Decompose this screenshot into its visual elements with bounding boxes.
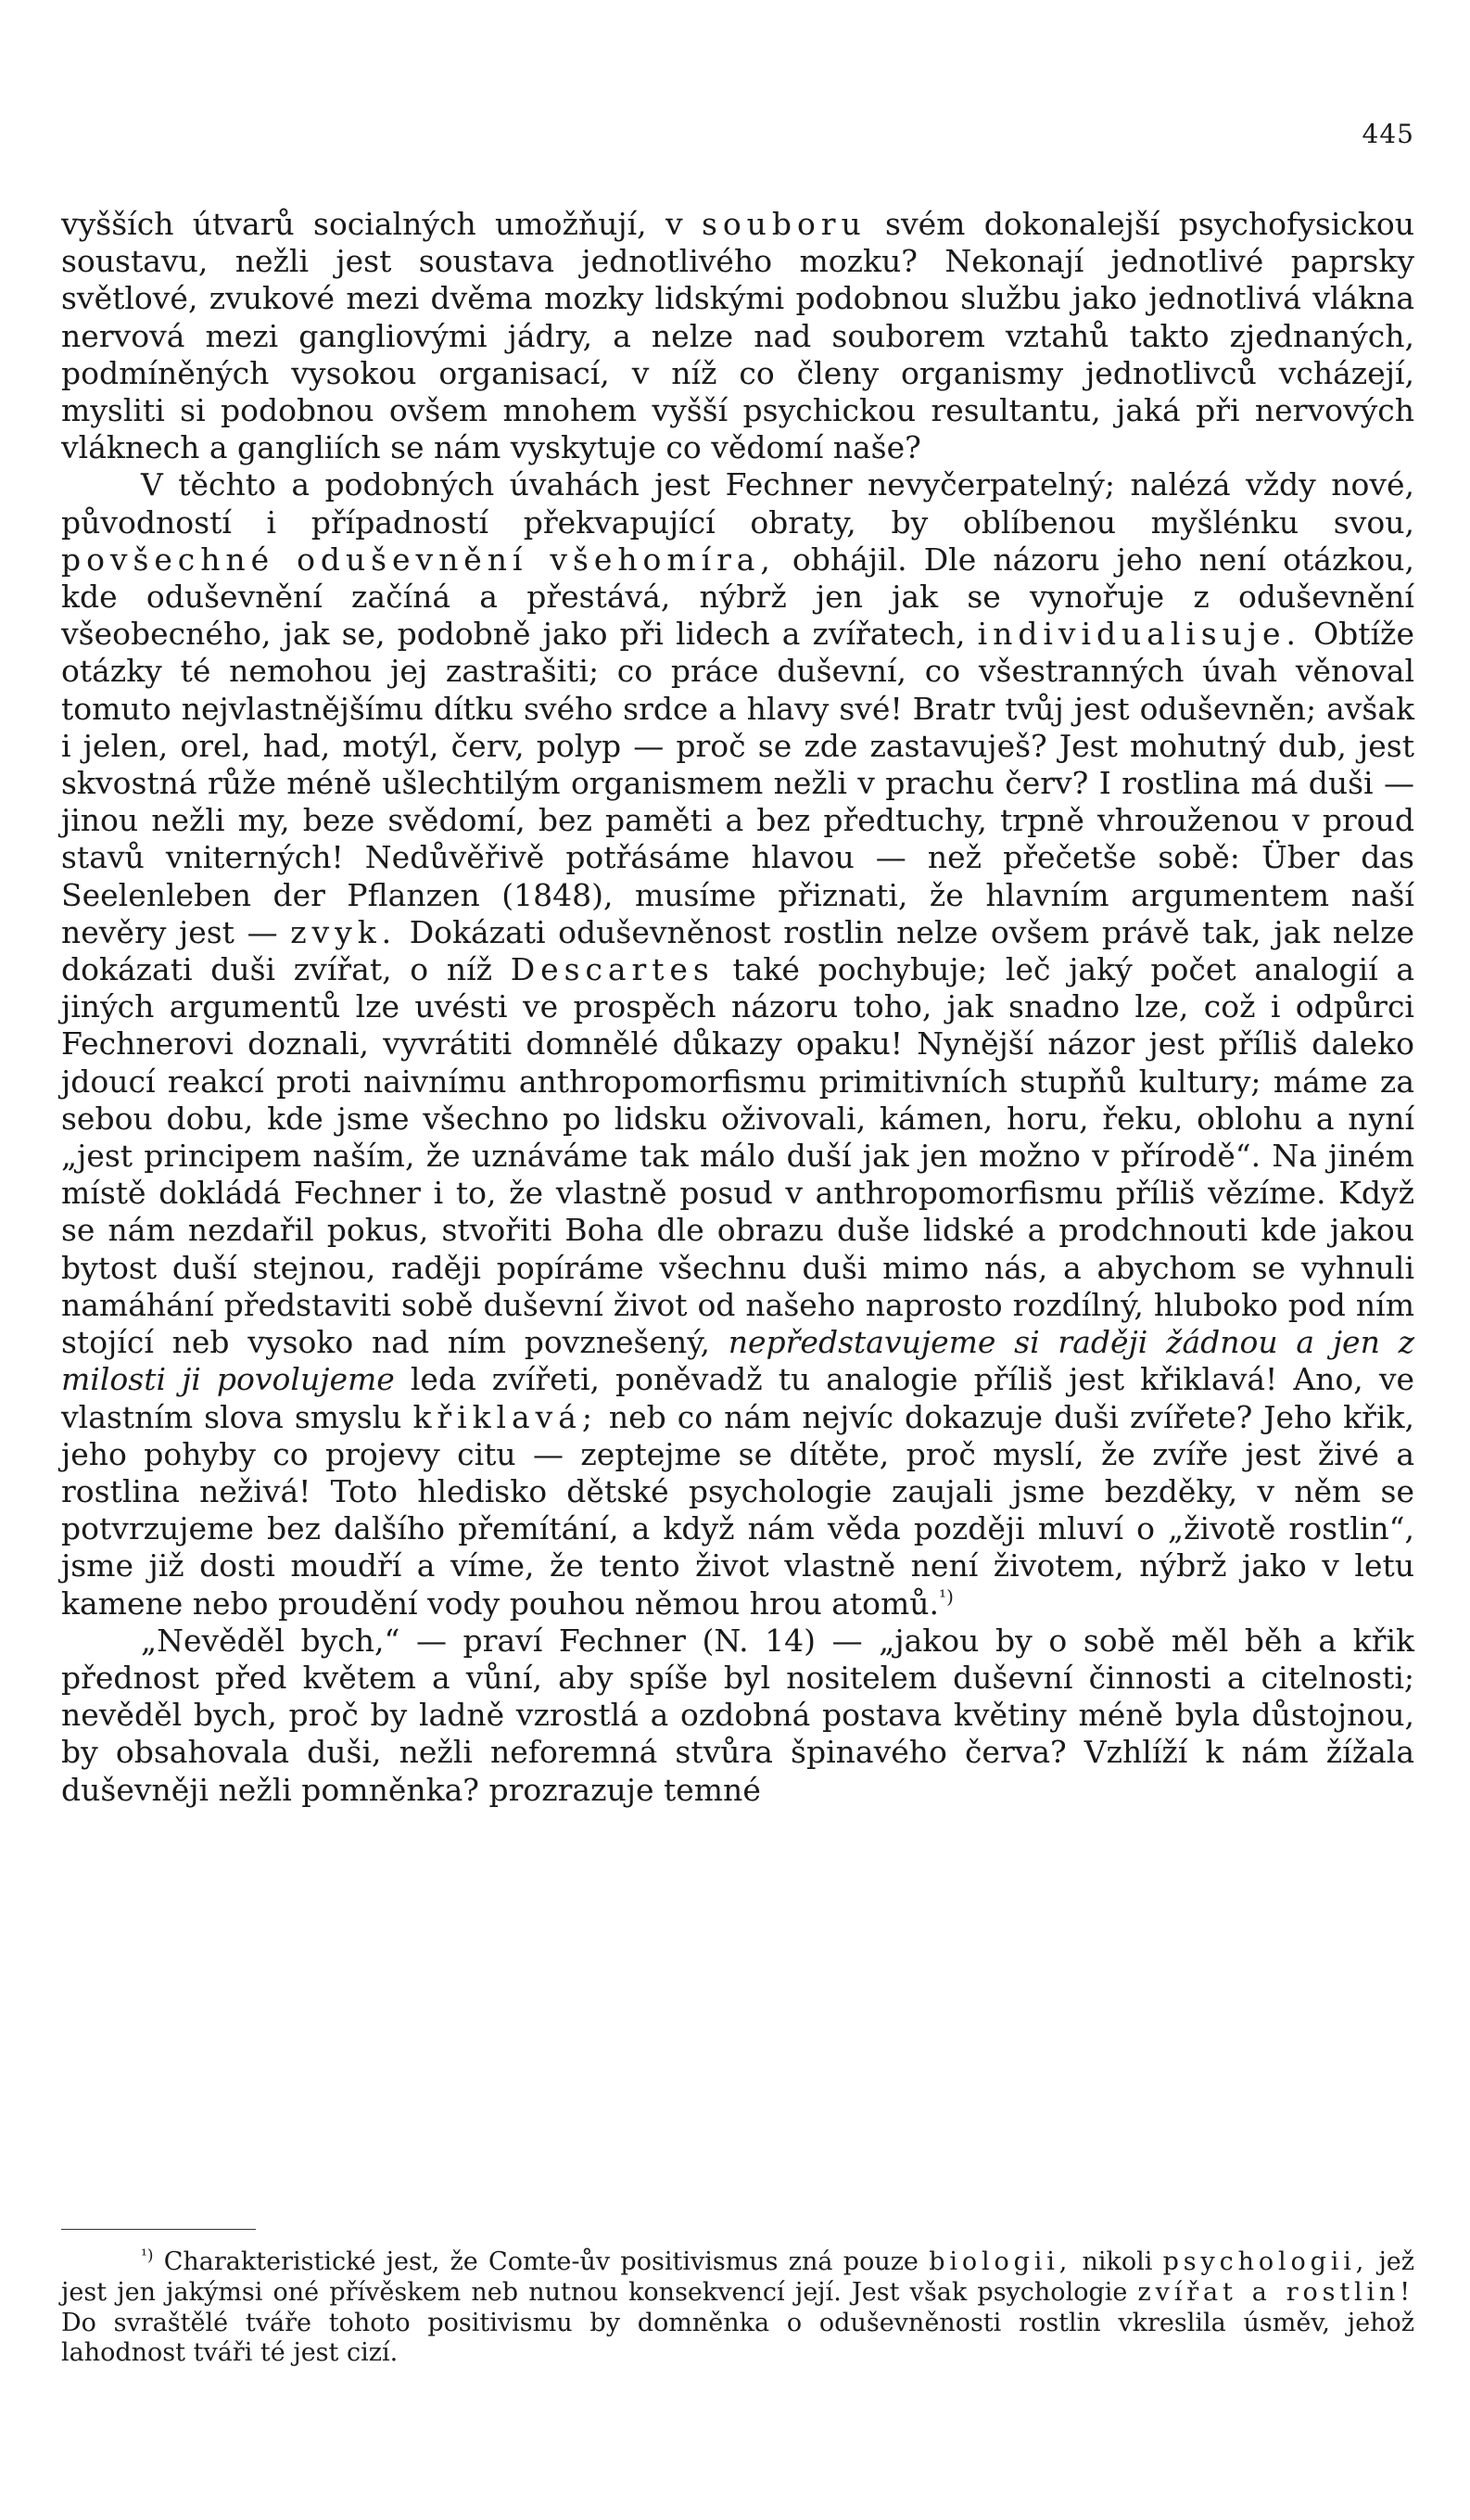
- p2-text-g: neb co nám nejvíc dokazuje duši zvířete? Jeho křik, jeho pohyby co projevy citu — zeptejme se dítěte, proč myslí, že zvíře jest živé a rostlina neživá! Toto hledisko dětské psychologie zaujali jsme bezděky, v něm se potvrzujeme bez dalšího přemítání, a když nám věda později mluví o „životě rostlin“, jsme již dosti moudří a víme, že tento život vlastně není životem, nýbrž jako v letu kamene nebo proudění vody pouhou němou hrou atomů.: [61, 1398, 1414, 1622]
- paragraph-1: [61, 206, 1414, 466]
- footnote-emph-2: psychologii,: [1162, 2247, 1369, 2276]
- p2-text-d: Dokázati oduševněnost rostlin nelze ovšem právě tak, jak nelze dokázati duši zvířat, o níž: [61, 913, 1414, 988]
- p1-emph: souboru: [702, 206, 867, 242]
- footnote-divider: [61, 2229, 256, 2230]
- footnote-text-c: jež jest jen jakýmsi oné přívěskem neb nutnou konsekvencí její. Jest však psychologie: [61, 2247, 1415, 2307]
- p2-text-b: obhájil. Dle názoru jeho není otázkou, kde oduševnění začíná a přestává, nýbrž jen jak se vynořuje z oduševnění všeobecného, jak se, podobně jako při lidech a zvířatech,: [61, 541, 1414, 653]
- p2-emph-5: křiklavá;: [412, 1398, 598, 1435]
- page-number: 445: [1362, 119, 1414, 149]
- footnote-reference: ¹): [939, 1585, 954, 1608]
- footnote: [61, 2247, 1414, 2369]
- paragraph-2: [61, 466, 1414, 1622]
- footnote-emph-3: zvířat a rostlin!: [1137, 2277, 1414, 2307]
- p2-emph-1: povšechné oduševnění všehomíra,: [61, 541, 776, 578]
- p2-text-f: leda zvířeti, poněvadž tu analogie příliš jest křiklavá! Ano, ve vlastním slova smyslu: [61, 1361, 1414, 1435]
- footnote-text-a: Charakteristické jest, že Comte-ův positivismus zná pouze: [163, 2247, 919, 2276]
- p1-text: vyšších útvarů socialných umožňují, v: [61, 206, 683, 242]
- p1-text-rest: svém dokonalejší psychofysickou soustavu, nežli jest soustava jednotlivého mozku? Nekonají jednotlivé paprsky světlové, zvukové mezi dvěma mozky lidskými podobnou službu jako jednotlivá vlákna nervová mezi gangliovými jádry, a nelze nad souborem vztahů takto zjednaných, podmíněných vysokou organisací, v níž co členy organismy jednotlivců vcházejí, mysliti si podobnou ovšem mnohem vyšší psychickou resultantu, jaká při nervových vláknech a gangliích se nám vyskytuje co vědomí naše?: [61, 206, 1414, 466]
- footnote-emph-1: biologii,: [929, 2247, 1072, 2276]
- paragraph-3: [61, 1623, 1414, 1809]
- p2-emph-3: zvyk.: [290, 913, 398, 950]
- footnote-text-b: nikoli: [1082, 2247, 1153, 2276]
- footnote-text-d: Do svraštělé tváře tohoto positivismu by domněnka o oduševněnosti rostlin vkreslila úsměv, jehož lahodnost tváři té jest cizí.: [61, 2308, 1414, 2368]
- p2-emph-4: Descartes: [510, 951, 715, 988]
- p2-text-c: Obtíže otázky té nemohou jej zastrašiti; co práce duševní, co všestranných úvah věnoval tomuto nejvlastnějšímu dítku svého srdce a hlavy své! Bratr tvůj jest oduševněn; avšak i jelen, orel, had, motýl, červ, polyp — proč se zde zastavuješ? Jest mohutný dub, jest skvostná růže méně ušlechtilým organismem nežli v prachu červ? I rostlina má duši — jinou nežli my, beze svědomí, bez paměti a bez předtuchy, trpně vhrouženou v proud stavů vniterných! Nedůvěřivě potřásáme hlavou — než přečetše sobě: Über das Seelenleben der Pflanzen (1848), musíme přiznati, že hlavním argumentem naší nevěry jest —: [61, 616, 1414, 950]
- p3-text: „Nevěděl bych,“ — praví Fechner (N. 14) — „jakou by o sobě měl běh a křik přednost před květem a vůní, aby spíše byl nositelem duševní činnosti a citelnosti; nevěděl bych, proč by ladně vzrostlá a ozdobná postava květiny méně byla důstojnou, by obsahovala duši, nežli neforemná stvůra špinavého červa? Vzhlíží k nám žížala duševněji nežli pomněnka? prozrazuje temné: [61, 1622, 1414, 1808]
- footnote-mark: ¹): [141, 2246, 154, 2265]
- body-text: [61, 206, 1414, 1809]
- p2-italic: nepředstavujeme si raději žádnou a jen z milosti ji povolujeme: [61, 1324, 1414, 1398]
- p2-emph-2: individualisuje.: [977, 616, 1301, 653]
- p2-text-e: také pochybuje; leč jaký počet analogií a jiných argumentů lze uvésti ve prospěch názoru toho, jak snadno lze, což i odpůrci Fechnerovi doznali, vyvrátiti domnělé důkazy opaku! Nynější názor jest příliš daleko jdoucí reakcí proti naivnímu anthropomorfismu primitivních stupňů kultury; máme za sebou dobu, kde jsme všechno po lidsku oživovali, kámen, horu, řeku, oblohu a nyní „jest principem naším, že uznáváme tak málo duší jak jen možno v přírodě“. Na jiném místě dokládá Fechner i to, že vlastně posud v anthropomorfismu příliš vězíme. Když se nám nezdařil pokus, stvořiti Boha dle obrazu duše lidské a prodchnouti kde jakou bytost duší stejnou, raději popíráme všechnu duši mimo nás, a abychom se vyhnuli namáhání představiti sobě duševní život od našeho naprosto rozdílný, hluboko pod ním stojící neb vysoko nad ním povznešený,: [61, 951, 1414, 1361]
- p2-text-a: V těchto a podobných úvahách jest Fechner nevyčerpatelný; nalézá vždy nové, původností i případností překvapující obraty, by oblíbenou myšlénku svou,: [61, 466, 1414, 541]
